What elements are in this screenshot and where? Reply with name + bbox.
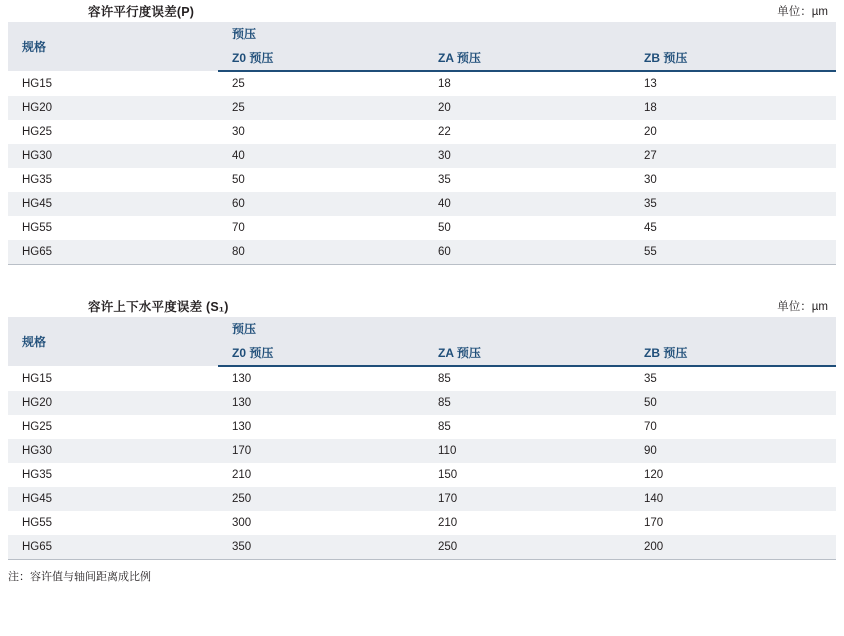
cell-za: 110	[424, 439, 630, 463]
cell-zb: 35	[630, 192, 836, 216]
cell-z0: 130	[218, 366, 424, 391]
cell-za: 35	[424, 168, 630, 192]
cell-spec: HG30	[8, 144, 218, 168]
table-row	[8, 535, 836, 560]
section-gap	[0, 265, 844, 295]
cell-za: 85	[424, 366, 630, 391]
cell-spec: HG20	[8, 96, 218, 120]
cell-z0: 80	[218, 240, 424, 265]
header-col-z0: Z0 预压	[218, 45, 424, 71]
horizontality-table	[8, 317, 836, 560]
cell-spec: HG15	[8, 366, 218, 391]
cell-spec: HG35	[8, 168, 218, 192]
table-row	[8, 216, 836, 240]
cell-zb: 27	[630, 144, 836, 168]
cell-zb: 170	[630, 511, 836, 535]
cell-z0: 25	[218, 71, 424, 96]
table-row	[8, 366, 836, 391]
table-row	[8, 168, 836, 192]
cell-z0: 350	[218, 535, 424, 560]
cell-spec: HG25	[8, 415, 218, 439]
table-title: 容许上下水平度误差 (S₁)	[88, 300, 229, 314]
cell-zb: 45	[630, 216, 836, 240]
table-head	[8, 22, 836, 71]
header-col-zb: ZB 预压	[630, 45, 836, 71]
cell-z0: 60	[218, 192, 424, 216]
parallelism-table	[8, 22, 836, 265]
cell-spec: HG45	[8, 192, 218, 216]
cell-spec: HG55	[8, 216, 218, 240]
cell-z0: 130	[218, 415, 424, 439]
table-row	[8, 439, 836, 463]
header-spec: 规格	[8, 22, 218, 71]
table-row	[8, 192, 836, 216]
header-col-za: ZA 预压	[424, 45, 630, 71]
cell-spec: HG35	[8, 463, 218, 487]
cell-zb: 50	[630, 391, 836, 415]
cell-z0: 50	[218, 168, 424, 192]
cell-z0: 210	[218, 463, 424, 487]
header-spec: 规格	[8, 317, 218, 366]
cell-spec: HG30	[8, 439, 218, 463]
cell-za: 18	[424, 71, 630, 96]
cell-zb: 35	[630, 366, 836, 391]
table-title: 容许平行度误差(P)	[88, 5, 195, 19]
table-row	[8, 463, 836, 487]
cell-za: 170	[424, 487, 630, 511]
cell-spec: HG20	[8, 391, 218, 415]
header-preload-group: 预压	[218, 317, 836, 340]
cell-z0: 40	[218, 144, 424, 168]
cell-za: 50	[424, 216, 630, 240]
table-row	[8, 487, 836, 511]
cell-za: 85	[424, 391, 630, 415]
cell-za: 40	[424, 192, 630, 216]
table-unit-label: 单位：µm	[777, 301, 828, 313]
cell-za: 20	[424, 96, 630, 120]
header-col-za: ZA 预压	[424, 340, 630, 366]
table-body	[8, 366, 836, 560]
table-block-horizontality	[0, 295, 844, 560]
header-col-z0: Z0 预压	[218, 340, 424, 366]
table-row	[8, 96, 836, 120]
cell-z0: 25	[218, 96, 424, 120]
cell-z0: 250	[218, 487, 424, 511]
table-body	[8, 71, 836, 265]
cell-z0: 130	[218, 391, 424, 415]
cell-spec: HG45	[8, 487, 218, 511]
cell-za: 150	[424, 463, 630, 487]
cell-zb: 18	[630, 96, 836, 120]
cell-zb: 70	[630, 415, 836, 439]
cell-za: 250	[424, 535, 630, 560]
cell-zb: 140	[630, 487, 836, 511]
cell-z0: 30	[218, 120, 424, 144]
cell-z0: 70	[218, 216, 424, 240]
footnote: 注：容许值与轴间距离成比例	[8, 571, 151, 583]
table-header-area	[0, 295, 844, 317]
cell-zb: 120	[630, 463, 836, 487]
header-col-zb: ZB 预压	[630, 340, 836, 366]
cell-spec: HG25	[8, 120, 218, 144]
table-row	[8, 240, 836, 265]
cell-z0: 170	[218, 439, 424, 463]
cell-spec: HG55	[8, 511, 218, 535]
table-row	[8, 71, 836, 96]
header-row-group	[8, 22, 836, 45]
table-unit-label: 单位：µm	[777, 6, 828, 18]
header-row-group	[8, 317, 836, 340]
cell-zb: 90	[630, 439, 836, 463]
table-row	[8, 120, 836, 144]
cell-za: 22	[424, 120, 630, 144]
header-preload-group: 预压	[218, 22, 836, 45]
cell-zb: 13	[630, 71, 836, 96]
cell-spec: HG65	[8, 535, 218, 560]
table-header-area	[0, 0, 844, 22]
table-row	[8, 415, 836, 439]
cell-zb: 55	[630, 240, 836, 265]
table-row	[8, 511, 836, 535]
cell-zb: 30	[630, 168, 836, 192]
cell-spec: HG65	[8, 240, 218, 265]
table-head	[8, 317, 836, 366]
cell-za: 30	[424, 144, 630, 168]
cell-zb: 20	[630, 120, 836, 144]
cell-za: 210	[424, 511, 630, 535]
cell-za: 85	[424, 415, 630, 439]
cell-z0: 300	[218, 511, 424, 535]
cell-za: 60	[424, 240, 630, 265]
table-block-parallelism	[0, 0, 844, 265]
table-row	[8, 391, 836, 415]
table-row	[8, 144, 836, 168]
cell-spec: HG15	[8, 71, 218, 96]
cell-zb: 200	[630, 535, 836, 560]
